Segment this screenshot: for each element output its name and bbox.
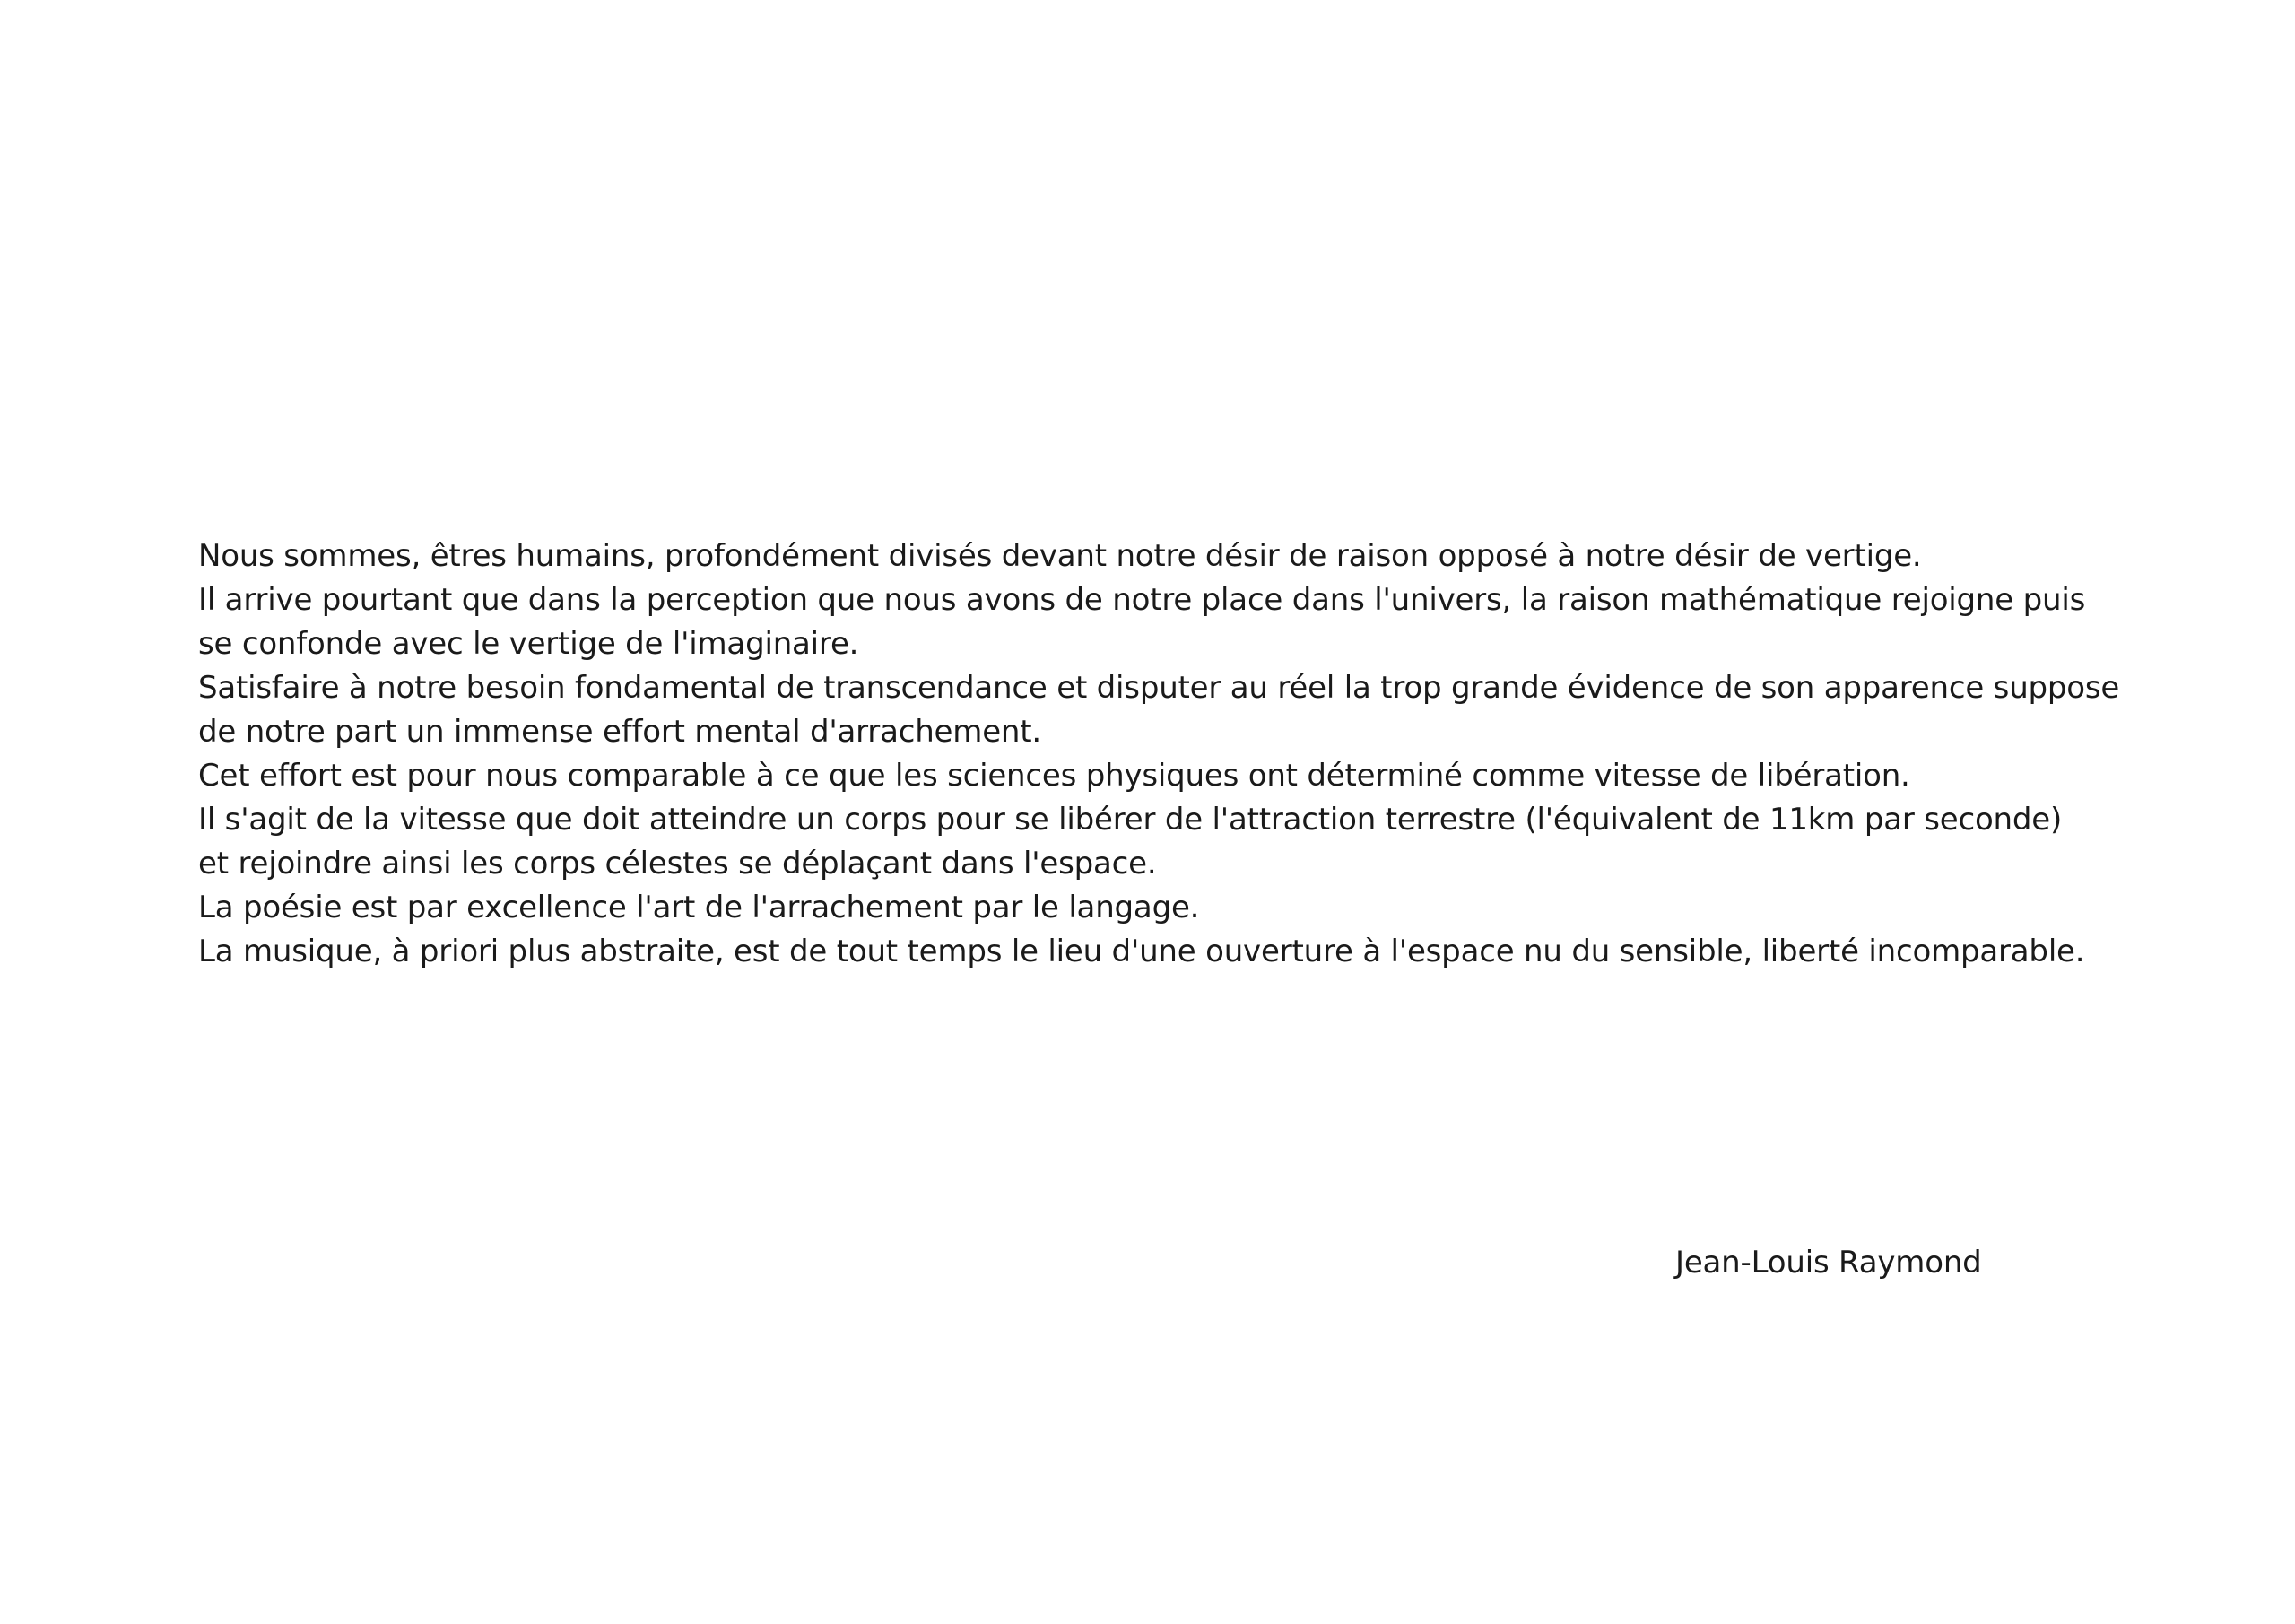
text-line-8: et rejoindre ainsi les corps célestes se déplaçant dans l'espace. [198, 846, 1157, 881]
text-line-2: Il arrive pourtant que dans la perception que nous avons de notre place dans l'univers, la raison mathématique rejoigne puis [198, 582, 2086, 618]
text-line-5: de notre part un immense effort mental d'arrachement. [198, 714, 1042, 750]
text-line-1: Nous sommes, êtres humains, profondément divisés devant notre désir de raison opposé à notre désir de vertige. [198, 538, 1922, 574]
text-line-9: La poésie est par excellence l'art de l'arrachement par le langage. [198, 890, 1200, 925]
text-line-10: La musique, à priori plus abstraite, est de tout temps le lieu d'une ouverture à l'espace nu du sensible, liberté incomparable. [198, 934, 2085, 969]
author-signature: Jean-Louis Raymond [1675, 1245, 1982, 1281]
text-line-6: Cet effort est pour nous comparable à ce que les sciences physiques ont déterminé comme vitesse de libération. [198, 758, 1910, 794]
body-text [198, 534, 2171, 974]
text-line-7: Il s'agit de la vitesse que doit atteindre un corps pour se libérer de l'attraction terrestre (l'équivalent de 11km par seconde) [198, 802, 2063, 838]
text-line-3: se confonde avec le vertige de l'imaginaire. [198, 626, 859, 662]
text-line-4: Satisfaire à notre besoin fondamental de transcendance et disputer au réel la trop grande évidence de son apparence suppose [198, 670, 2120, 706]
